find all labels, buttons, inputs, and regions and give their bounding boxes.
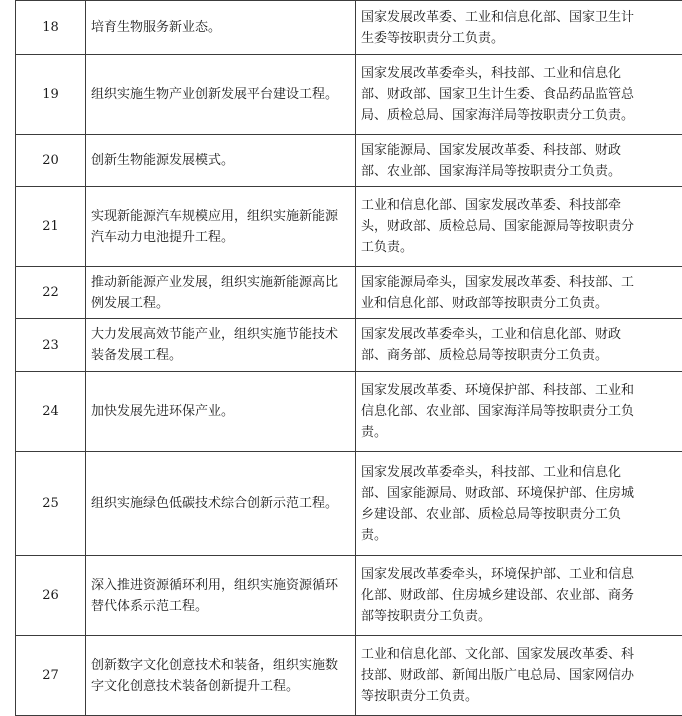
department-line: 头，财政部、质检总局、国家能源局等按职责分 <box>361 216 676 237</box>
task-description: 创新数字文化创意技术和装备，组织实施数字文化创意技术装备创新提升工程。 <box>86 636 356 716</box>
department-line: 部、商务部、质检总局等按职责分工负责。 <box>361 345 676 366</box>
row-number: 26 <box>16 556 86 636</box>
table-body <box>16 1 682 716</box>
row-number: 22 <box>16 267 86 319</box>
department-line: 等按职责分工负责。 <box>361 686 676 707</box>
department-line: 工负责。 <box>361 237 676 258</box>
row-number: 19 <box>16 55 86 135</box>
table-row <box>16 187 682 267</box>
responsible-departments <box>356 319 682 372</box>
department-line: 技部、财政部、新闻出版广电总局、国家网信办 <box>361 665 676 686</box>
department-line: 部等按职责分工负责。 <box>361 606 676 627</box>
department-line: 国家发展改革委牵头，科技部、工业和信息化 <box>361 462 676 483</box>
row-number: 18 <box>16 1 86 55</box>
department-line: 国家能源局牵头，国家发展改革委、科技部、工 <box>361 272 676 293</box>
row-number: 21 <box>16 187 86 267</box>
task-description: 培育生物服务新业态。 <box>86 1 356 55</box>
department-line: 乡建设部、农业部、质检总局等按职责分工负 <box>361 504 676 525</box>
department-line: 国家发展改革委牵头，工业和信息化部、财政 <box>361 324 676 345</box>
responsible-departments <box>356 556 682 636</box>
department-line: 信息化部、农业部、国家海洋局等按职责分工负 <box>361 401 676 422</box>
task-description: 加快发展先进环保产业。 <box>86 372 356 452</box>
department-line: 责。 <box>361 422 676 443</box>
table-row <box>16 1 682 55</box>
responsible-departments <box>356 1 682 55</box>
task-description: 组织实施生物产业创新发展平台建设工程。 <box>86 55 356 135</box>
department-line: 责。 <box>361 525 676 546</box>
department-line: 国家发展改革委牵头，科技部、工业和信息化 <box>361 63 676 84</box>
task-description: 大力发展高效节能产业，组织实施节能技术装备发展工程。 <box>86 319 356 372</box>
department-line: 业和信息化部、财政部等按职责分工负责。 <box>361 293 676 314</box>
row-number: 23 <box>16 319 86 372</box>
task-description: 创新生物能源发展模式。 <box>86 135 356 187</box>
row-number: 24 <box>16 372 86 452</box>
row-number: 20 <box>16 135 86 187</box>
task-description: 组织实施绿色低碳技术综合创新示范工程。 <box>86 452 356 556</box>
responsible-departments <box>356 267 682 319</box>
responsible-departments <box>356 372 682 452</box>
task-description: 实现新能源汽车规模应用，组织实施新能源汽车动力电池提升工程。 <box>86 187 356 267</box>
responsible-departments <box>356 452 682 556</box>
table-row <box>16 319 682 372</box>
department-line: 国家发展改革委牵头，环境保护部、工业和信息 <box>361 564 676 585</box>
department-line: 部、国家能源局、财政部、环境保护部、住房城 <box>361 483 676 504</box>
table-row <box>16 372 682 452</box>
responsible-departments <box>356 135 682 187</box>
row-number: 25 <box>16 452 86 556</box>
department-line: 工业和信息化部、国家发展改革委、科技部牵 <box>361 195 676 216</box>
row-number: 27 <box>16 636 86 716</box>
department-line: 国家发展改革委、环境保护部、科技部、工业和 <box>361 380 676 401</box>
task-description: 深入推进资源循环利用，组织实施资源循环替代体系示范工程。 <box>86 556 356 636</box>
department-line: 部、财政部、国家卫生计生委、食品药品监管总 <box>361 84 676 105</box>
responsibility-table <box>15 0 682 716</box>
department-line: 生委等按职责分工负责。 <box>361 28 676 49</box>
table-row <box>16 556 682 636</box>
responsible-departments <box>356 187 682 267</box>
department-line: 工业和信息化部、文化部、国家发展改革委、科 <box>361 644 676 665</box>
responsible-departments <box>356 636 682 716</box>
department-line: 国家发展改革委、工业和信息化部、国家卫生计 <box>361 7 676 28</box>
responsible-departments <box>356 55 682 135</box>
table-row <box>16 452 682 556</box>
table-row <box>16 135 682 187</box>
department-line: 部、农业部、国家海洋局等按职责分工负责。 <box>361 161 676 182</box>
table-row <box>16 55 682 135</box>
task-description: 推动新能源产业发展，组织实施新能源高比例发展工程。 <box>86 267 356 319</box>
table-row <box>16 636 682 716</box>
table-row <box>16 267 682 319</box>
department-line: 化部、财政部、住房城乡建设部、农业部、商务 <box>361 585 676 606</box>
department-line: 国家能源局、国家发展改革委、科技部、财政 <box>361 140 676 161</box>
department-line: 局、质检总局、国家海洋局等按职责分工负责。 <box>361 105 676 126</box>
